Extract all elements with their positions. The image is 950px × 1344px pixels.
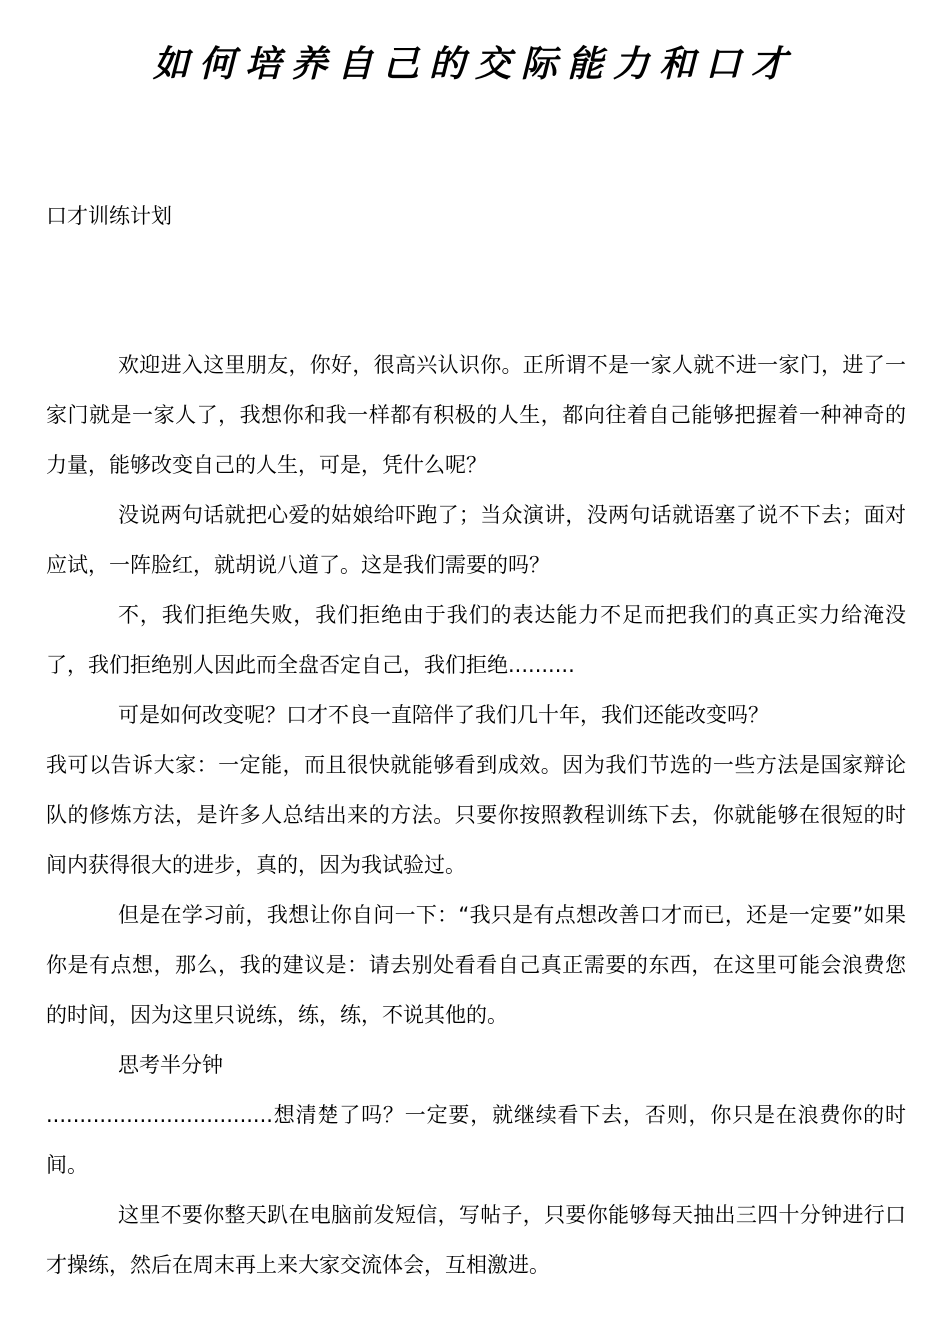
paragraph: 思考半分钟 xyxy=(118,1053,223,1077)
paragraph: 不，我们拒绝失败，我们拒绝由于我们的表达能力不足而把我们的真正实力给淹没了，我们拒绝别人因此而全盘否定自己，我们拒绝.......... xyxy=(46,603,906,677)
paragraph: 我可以告诉大家：一定能，而且很快就能够看到成效。因为我们节选的一些方法是国家辩论队的修炼方法，是许多人总结出来的方法。只要你按照教程训练下去，你就能够在很短的时间内获得很大的进步，真的，因为我试验过。 xyxy=(46,753,906,877)
paragraph: 没说两句话就把心爱的姑娘给吓跑了；当众演讲，没两句话就语塞了说不下去；面对应试，一阵脸红，就胡说八道了。这是我们需要的吗？ xyxy=(46,503,906,577)
paragraph: 欢迎进入这里朋友，你好，很高兴认识你。正所谓不是一家人就不进一家门，进了一家门就是一家人了，我想你和我一样都有积极的人生，都向往着自己能够把握着一种神奇的力量，能够改变自己的人生，可是，凭什么呢？ xyxy=(46,353,906,477)
paragraph: 可是如何改变呢？口才不良一直陪伴了我们几十年，我们还能改变吗？ xyxy=(118,703,769,727)
document-body xyxy=(46,340,906,1290)
paragraph: ..................................想清楚了吗？一定要，就继续看下去，否则，你只是在浪费你的时间。 xyxy=(46,1103,906,1177)
paragraph: 这里不要你整天趴在电脑前发短信，写帖子，只要你能够每天抽出三四十分钟进行口才操练，然后在周末再上来大家交流体会，互相激进。 xyxy=(46,1203,906,1277)
paragraph: 但是在学习前，我想让你自问一下：“我只是有点想改善口才而已，还是一定要”如果你是有点想，那么，我的建议是：请去别处看看自己真正需要的东西，在这里可能会浪费您的时间，因为这里只说练，练，练，不说其他的。 xyxy=(46,903,906,1027)
document-title: 如何培养自己的交际能力和口才 xyxy=(152,43,797,85)
section-heading: 口才训练计划 xyxy=(46,204,172,228)
